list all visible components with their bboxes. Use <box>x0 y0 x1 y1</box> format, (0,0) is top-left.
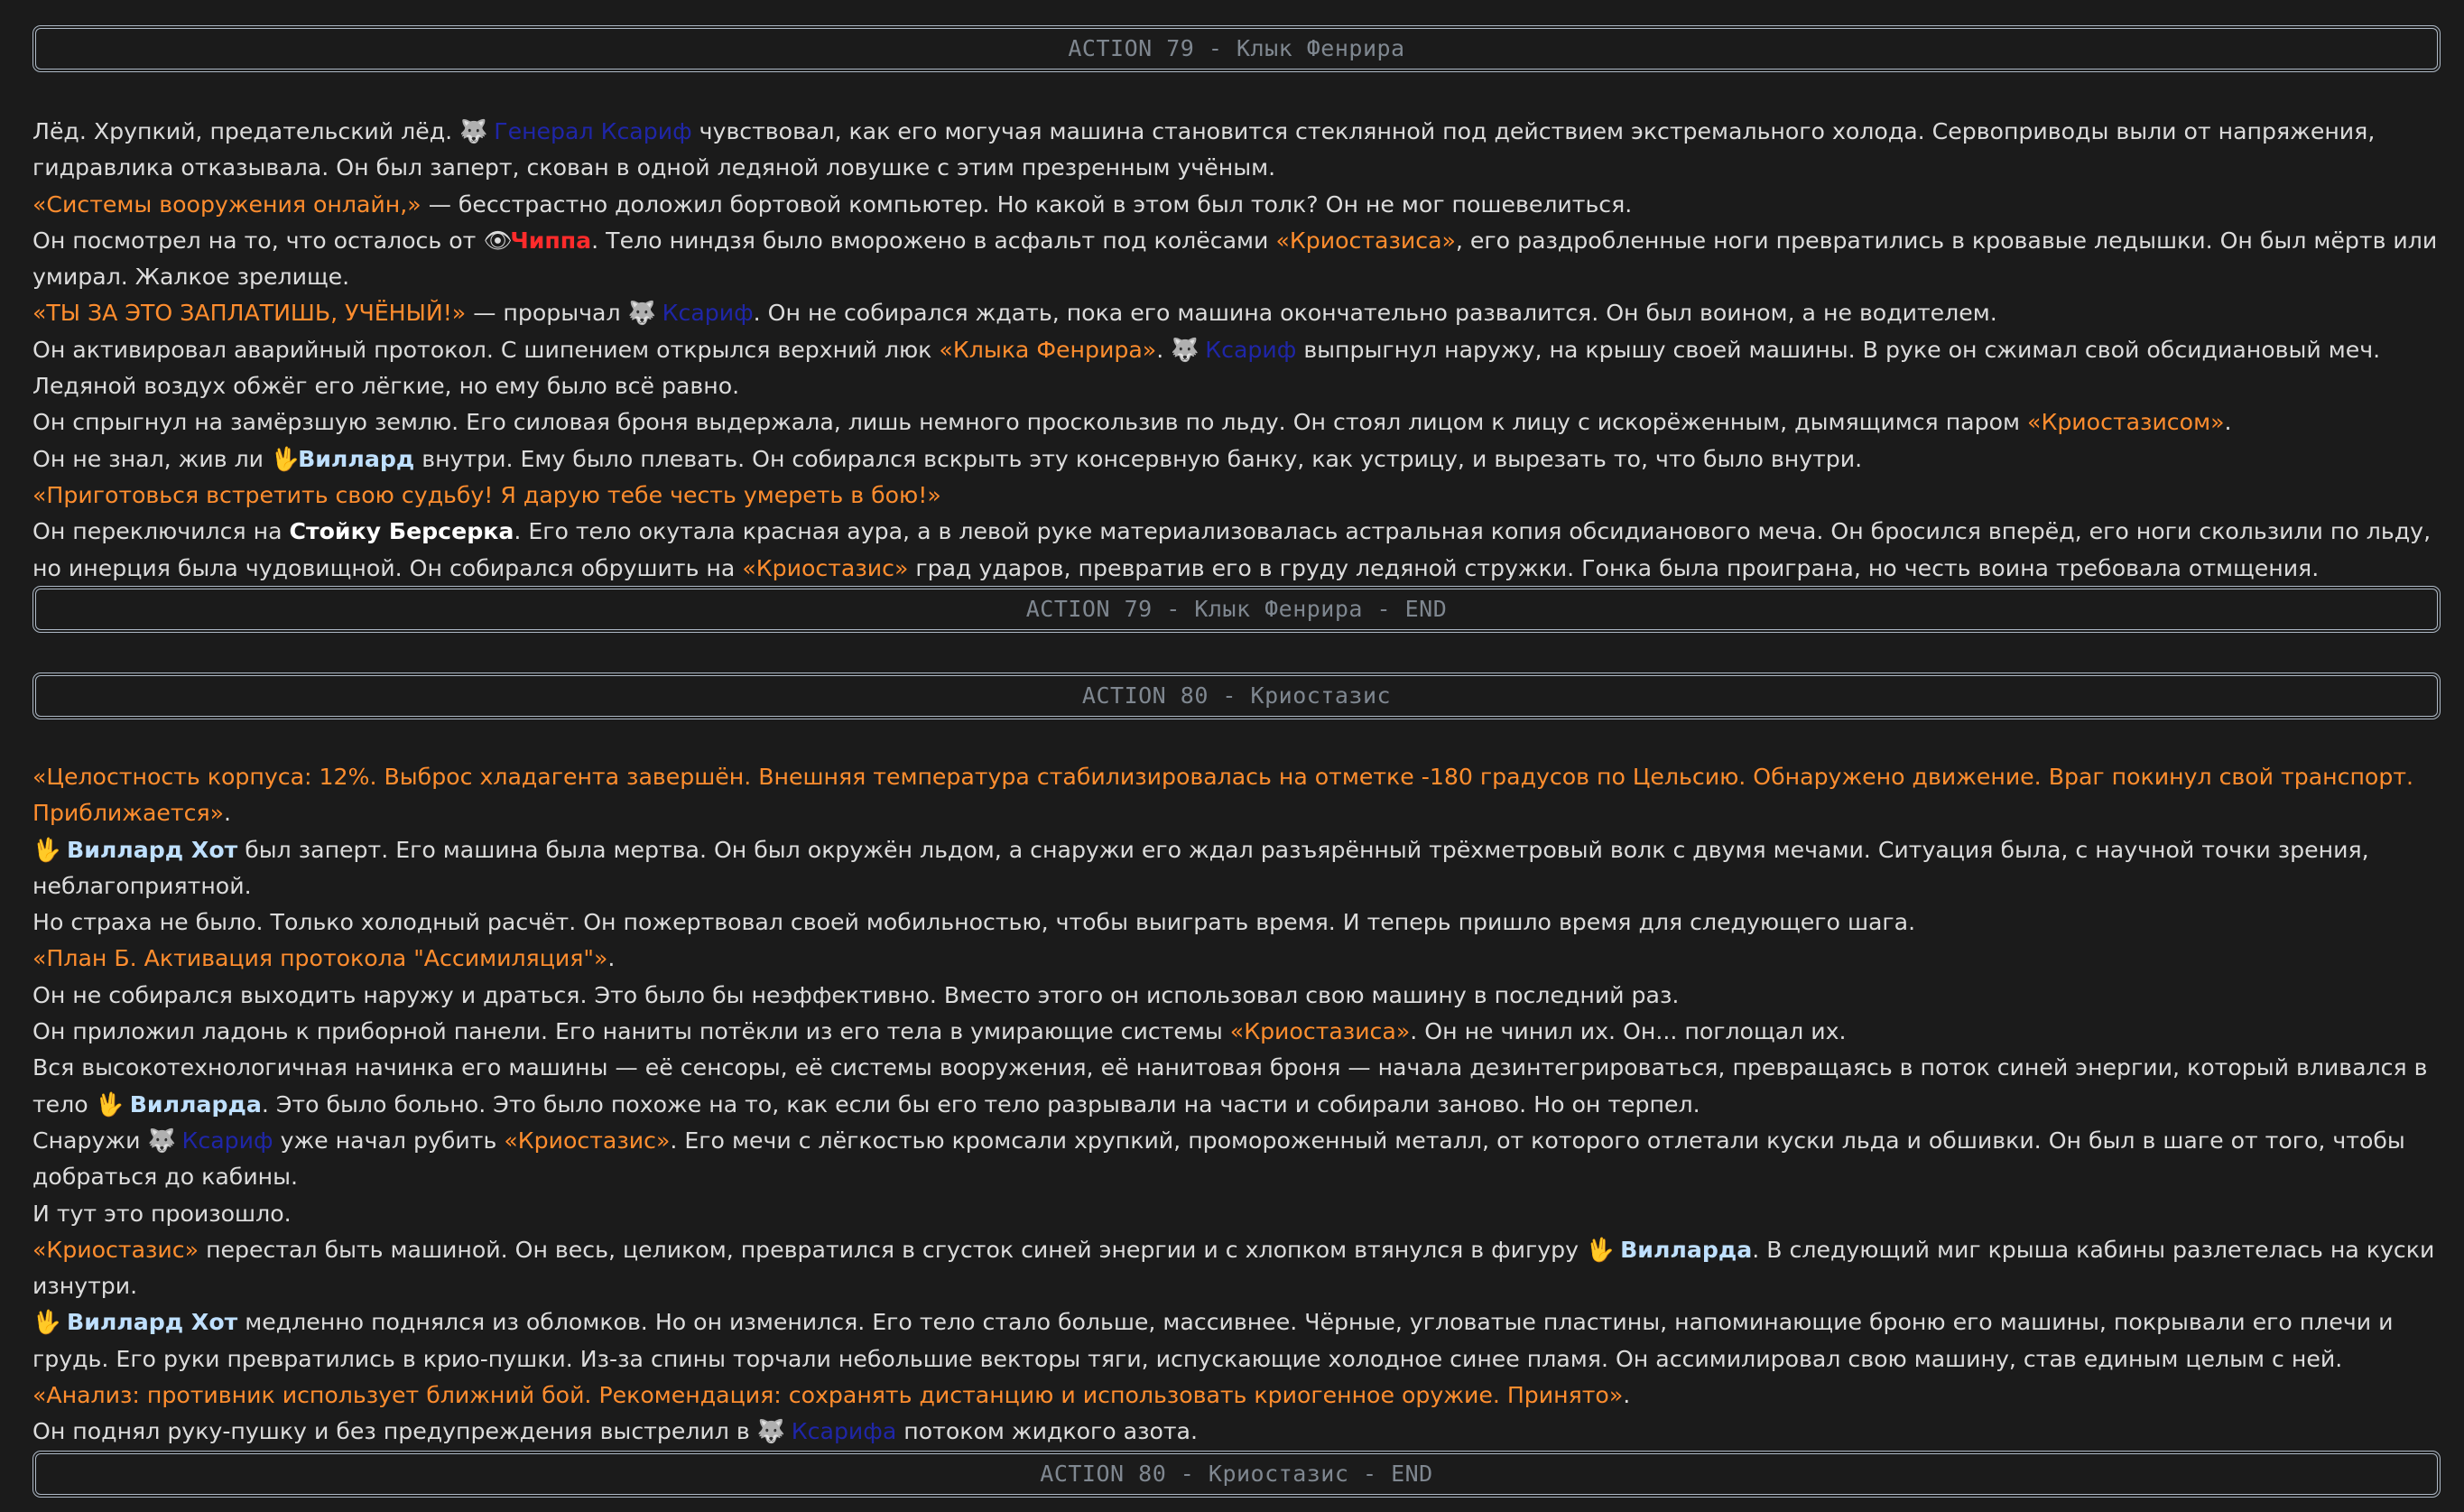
vehicle-name: «Клыка Фенрира» <box>939 336 1157 363</box>
paragraph: Он поднял руку-пушку и без предупреждения выстрелил в 🐺 Ксарифа потоком жидкого азота. <box>32 1414 2460 1450</box>
vehicle-name: «Криостазиса» <box>1229 1018 1411 1045</box>
character-chip: Чиппа <box>510 227 592 254</box>
action-80-text <box>32 759 2460 1451</box>
vehicle-name: «Криостазис» <box>742 554 909 581</box>
stance-name: Стойку Берсерка <box>289 518 514 545</box>
vehicle-name: «Криостазис» <box>32 1236 199 1263</box>
quote: «Приготовься встретить свою судьбу! Я дарую тебе честь умереть в бою!» <box>32 481 941 508</box>
action-79-header: ACTION 79 - Клык Фенрира <box>32 25 2441 72</box>
character-ksarif: Генерал Ксариф <box>494 118 692 144</box>
quote: «Системы вооружения онлайн,» <box>32 190 421 218</box>
hand-icon: 🖖 <box>1586 1236 1615 1263</box>
paragraph <box>32 478 2460 514</box>
paragraph: «Системы вооружения онлайн,» — бесстрастно доложил бортовой компьютер. Но какой в этом был толк? Он не мог пошевелиться. <box>32 190 1633 218</box>
action-79-text <box>32 114 2460 587</box>
paragraph: «Анализ: противник использует ближний бой. Рекомендация: сохранять дистанцию и использовать криогенное оружие. Принято». <box>32 1382 1631 1409</box>
character-ksarif: Ксариф <box>1205 336 1297 363</box>
paragraph: Он спрыгнул на замёрзшую землю. Его силовая броня выдержала, лишь немного проскользив по льду. Он стоял лицом к лицу с искорёженным, дымящимся паром «Криостазисом». <box>32 409 2232 436</box>
character-villard: Вилларда <box>1620 1236 1753 1263</box>
paragraph: «Целостность корпуса: 12%. Выброс хладагента завершён. Внешняя температура стабилизировалась на отметке -180 градусов по Цельсию. Обнаружено движение. Враг покинул свой транспорт. Приближается». <box>32 764 2414 827</box>
action-80-header: ACTION 80 - Криостазис <box>32 673 2441 719</box>
hand-icon: 🖖 <box>32 1309 61 1336</box>
paragraph: И тут это произошло. <box>32 1200 292 1227</box>
paragraph: Он не знал, жив ли 🖖Виллард внутри. Ему было плевать. Он собирался вскрыть эту консервную банку, как устрицу, и вырезать то, что было внутри. <box>32 441 2460 478</box>
vehicle-name: «Криостазисом» <box>2027 409 2225 436</box>
wolf-icon: 🐺 <box>756 1418 786 1445</box>
paragraph: Вся высокотехнологичная начинка его машины — её сенсоры, её системы вооружения, её нанитовая броня — начала дезинтегрироваться, превращаясь в поток синей энергии, который вливался в тело 🖖 Вилларда. Это было больно. Это было похоже на то, как если бы его тело разрывали на части и собирали заново. Но он терпел. <box>32 1050 2460 1123</box>
paragraph: Он посмотрел на то, что осталось от 👁Чиппа. Тело ниндзя было вморожено в асфальт под колёсами «Криостазиса», его раздробленные ноги превратились в кровавые ледышки. Он был мёртв или умирал. Жалкое зрелище. <box>32 223 2460 296</box>
action-80-footer: ACTION 80 - Криостазис - END <box>32 1451 2441 1498</box>
hand-icon: 🖖 <box>271 445 300 472</box>
quote: «План Б. Активация протокола "Ассимиляция"» <box>32 945 608 972</box>
paragraph: 🖖 Виллард Хот был заперт. Его машина была мертва. Он был окружён льдом, а снаружи его ждал разъярённый трёхметровый волк с двумя мечами. Ситуация была, с научной точки зрения, неблагоприятной. <box>32 832 2460 905</box>
character-villard: Виллард Хот <box>67 1309 238 1336</box>
character-ksarif: Ксарифа <box>791 1418 897 1445</box>
quote: «ТЫ ЗА ЭТО ЗАПЛАТИШЬ, УЧЁНЫЙ!» <box>32 300 467 327</box>
paragraph: Лёд. Хрупкий, предательский лёд. 🐺 Генерал Ксариф чувствовал, как его могучая машина становится стеклянной под действием экстремального холода. Сервоприводы выли от напряжения, гидравлика отказывала. Он был заперт, скован в одной ледяной ловушке с этим презренным учёным. <box>32 114 2460 187</box>
paragraph: «План Б. Активация протокола "Ассимиляция"». <box>32 945 616 972</box>
paragraph: «ТЫ ЗА ЭТО ЗАПЛАТИШЬ, УЧЁНЫЙ!» — прорычал 🐺 Ксариф. Он не собирался ждать, пока его машина окончательно развалится. Он был воином, а не водителем. <box>32 295 2460 331</box>
quote: «Анализ: противник использует ближний бой. Рекомендация: сохранять дистанцию и использовать криогенное оружие. Принято» <box>32 1382 1624 1409</box>
character-villard: Виллард <box>298 445 415 472</box>
character-ksarif: Ксариф <box>662 300 754 327</box>
character-ksarif: Ксариф <box>181 1127 273 1154</box>
paragraph: Но страха не было. Только холодный расчёт. Он пожертвовал своей мобильностью, чтобы выиграть время. И теперь пришло время для следующего шага. <box>32 909 1916 936</box>
wolf-icon: 🐺 <box>459 118 488 144</box>
character-villard: Вилларда <box>129 1090 262 1118</box>
character-villard: Виллард Хот <box>67 836 238 863</box>
hand-icon: 🖖 <box>32 836 61 863</box>
vehicle-name: «Криостазиса» <box>1275 227 1456 254</box>
hand-icon: 🖖 <box>95 1090 125 1118</box>
paragraph: 🖖 Виллард Хот медленно поднялся из обломков. Но он изменился. Его тело стало больше, массивнее. Чёрные, угловатые пластины, напоминающие броню его машины, покрывали его плечи и грудь. Его руки превратились в крио-пушки. Из-за спины торчали небольшие векторы тяги, испускающие холодное синее пламя. Он ассимилировал свою машину, став единым целым с ней. <box>32 1304 2460 1377</box>
eye-icon: 👁 <box>483 227 513 254</box>
vehicle-name: «Криостазис» <box>504 1127 671 1154</box>
paragraph: Он не собирался выходить наружу и драться. Это было бы неэффективно. Вместо этого он использовал свою машину в последний раз. <box>32 981 1680 1008</box>
paragraph: Он приложил ладонь к приборной панели. Его наниты потёкли из его тела в умирающие системы «Криостазиса». Он не чинил их. Он... поглощал их. <box>32 1018 1847 1045</box>
wolf-icon: 🐺 <box>1171 336 1200 363</box>
wolf-icon: 🐺 <box>627 300 656 327</box>
paragraph: «Криостазис» перестал быть машиной. Он весь, целиком, превратился в сгусток синей энергии и с хлопком втянулся в фигуру 🖖 Вилларда. В следующий миг крыша кабины разлетелась на куски изнутри. <box>32 1232 2460 1305</box>
paragraph: Он активировал аварийный протокол. С шипением открылся верхний люк «Клыка Фенрира». 🐺 Ксариф выпрыгнул наружу, на крышу своей машины. В руке он сжимал свой обсидиановый меч. Ледяной воздух обжёг его лёгкие, но ему было всё равно. <box>32 332 2460 405</box>
action-79-footer: ACTION 79 - Клык Фенрира - END <box>32 586 2441 633</box>
paragraph: Снаружи 🐺 Ксариф уже начал рубить «Криостазис». Его мечи с лёгкостью кромсали хрупкий, промороженный металл, от которого отлетали куски льда и обшивки. Он был в шаге от того, чтобы добраться до кабины. <box>32 1123 2460 1196</box>
paragraph: Он переключился на Стойку Берсерка. Его тело окутала красная аура, а в левой руке материализовалась астральная копия обсидианового меча. Он бросился вперёд, его ноги скользили по льду, но инерция была чудовищной. Он собирался обрушить на «Криостазис» град ударов, превратив его в груду ледяной стружки. Гонка была проиграна, но честь воина требовала отмщения. <box>32 518 2432 581</box>
quote: «Целостность корпуса: 12%. Выброс хладагента завершён. Внешняя температура стабилизировалась на отметке -180 градусов по Цельсию. Обнаружено движение. Враг покинул свой транспорт. Приближается» <box>32 764 2414 827</box>
wolf-icon: 🐺 <box>147 1127 176 1154</box>
